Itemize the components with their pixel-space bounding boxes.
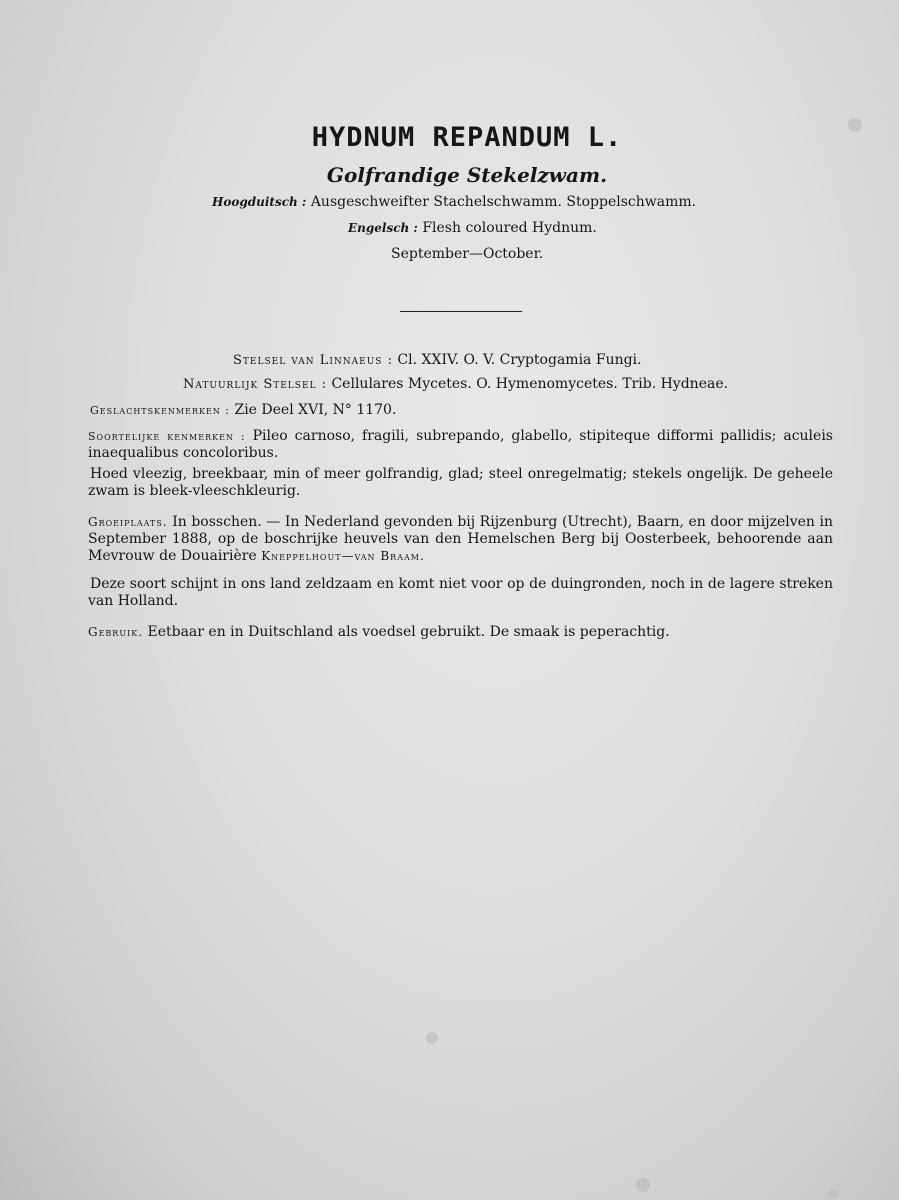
groei-label: Groeiplaats. (88, 515, 168, 529)
paper-spot (426, 1032, 438, 1044)
hoogduitsch-label: Hoogduitsch : (212, 195, 307, 209)
hoed-paragraph: Hoed vleezig, breekbaar, min of meer golfrandig, glad; steel onregelmatig; stekels ongelijk. De geheele zwam is bleek-vleeschkleurig. (88, 466, 833, 499)
gebruik-paragraph (88, 624, 833, 641)
groei-text: In bosschen. — In Nederland gevonden bij Rijzenburg (Utrecht), Baarn, en door mijzelven in September 1888, op de boschrijke heuvels van den Hemelschen Berg bij Oosterbeek, behoorende aan Mevrouw de Douairière (88, 514, 834, 564)
soort-label: Soortelijke kenmerken : (88, 430, 246, 443)
gebruik-text: Eetbaar en in Duitschland als voedsel gebruikt. De smaak is peperachtig. (147, 624, 670, 640)
natuurlijk-label: Natuurlijk Stelsel : (183, 377, 328, 392)
soort-text: Pileo carnoso, fragili, subrepando, glabello, stipiteque difformi pallidis; aculeis inaequalibus concoloribus. (88, 428, 833, 461)
geslacht-line (90, 402, 396, 418)
natuurlijk-line (183, 376, 728, 392)
season: September—October. (391, 246, 544, 262)
soort-paragraph (88, 428, 833, 462)
linnaeus-text: Cl. XXIV. O. V. Cryptogamia Fungi. (397, 352, 642, 368)
deze-paragraph: Deze soort schijnt in ons land zeldzaam en komt niet voor op de duingronden, noch in de lagere streken van Holland. (88, 576, 833, 609)
engelsch-label: Engelsch : (348, 221, 418, 235)
linnaeus-label: Stelsel van Linnaeus : (233, 353, 393, 368)
groei-paragraph (88, 514, 833, 565)
geslacht-text: Zie Deel XVI, N° 1170. (234, 402, 397, 418)
english-name (348, 220, 899, 236)
paper-spot (636, 1178, 650, 1192)
german-names (212, 194, 899, 210)
groei-name: Kneppelhout—van Braam. (261, 549, 425, 563)
natuurlijk-text: Cellulares Mycetes. O. Hymenomycetes. Trib. Hydneae. (331, 376, 729, 392)
gebruik-label: Gebruik. (88, 625, 144, 639)
page-title: HYDNUM REPANDUM L. (311, 122, 623, 153)
linnaeus-line (233, 352, 642, 368)
divider (400, 311, 522, 312)
geslacht-label: Geslachtskenmerken : (90, 404, 231, 417)
page-subtitle: Golfrandige Stekelzwam. (326, 163, 608, 187)
paper-spot (828, 1190, 838, 1198)
hoogduitsch-text: Ausgeschweifter Stachelschwamm. Stoppelschwamm. (310, 194, 697, 210)
engelsch-text: Flesh coloured Hydnum. (422, 220, 597, 236)
